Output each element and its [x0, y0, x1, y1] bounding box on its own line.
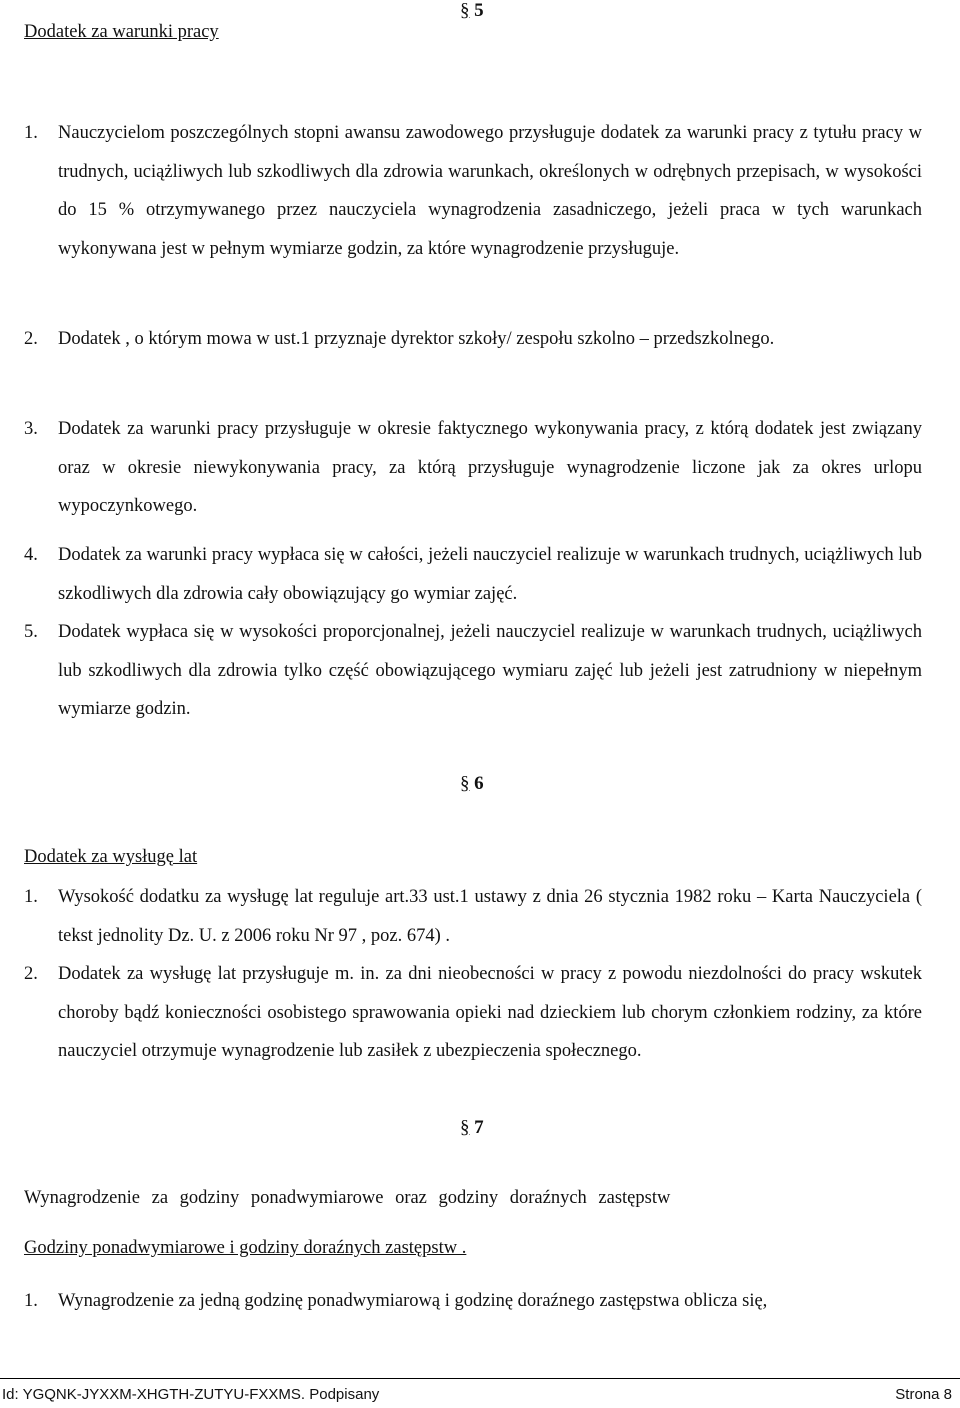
footer-document-id: Id: YGQNK-JYXXM-XHGTH-ZUTYU-FXXMS. Podpisany: [2, 1386, 380, 1403]
section-7-number: [460, 1117, 484, 1139]
section-symbol: §: [460, 1117, 470, 1138]
section-number: 5: [474, 0, 484, 21]
section-number: 6: [474, 773, 484, 794]
item-text: Wysokość dodatku za wysługę lat reguluje art.33 ust.1 ustawy z dnia 26 stycznia 1982 roku – Karta Nauczyciela ( tekst jednolity Dz. U. z 2006 roku Nr 97 , poz. 674) .: [58, 887, 922, 946]
section-number: 7: [474, 1117, 484, 1138]
item-text: Dodatek za warunki pracy przysługuje w okresie faktycznego wykonywania pracy, z którą dodatek jest związany oraz w okresie niewykonywania pracy, za którą przysługuje wynagrodzenie liczone jak za okres urlopu wypoczynkowego.: [58, 419, 922, 517]
item-number: 5.: [24, 622, 38, 642]
section-symbol: §: [460, 773, 470, 794]
item-text: Wynagrodzenie za jedną godzinę ponadwymiarową i godzinę doraźnego zastępstwa oblicza się,: [58, 1291, 768, 1311]
footer-page-number: Strona 8: [895, 1386, 952, 1403]
item-number: 3.: [24, 419, 38, 439]
item-number: 2.: [24, 329, 38, 349]
item-number: 1.: [24, 1291, 38, 1311]
item-number: 1.: [24, 123, 38, 143]
section-5-number: [460, 0, 484, 22]
item-number: 2.: [24, 964, 38, 984]
item-text: Dodatek za wysługę lat przysługuje m. in. za dni nieobecności w pracy z powodu niezdolności do pracy wskutek choroby bądź konieczności osobistego sprawowania opieki nad dzieckiem lub chorym członkiem rodziny, za które nauczyciel otrzymuje wynagrodzenie lub zasiłek z ubezpieczenia społecznego.: [58, 964, 922, 1062]
item-text: Nauczycielom poszczególnych stopni awansu zawodowego przysługuje dodatek za warunki pracy z tytułu pracy w trudnych, uciążliwych lub szkodliwych dla zdrowia warunkach, określonych w odrębnych przepisach, w wysokości do 15 % otrzymywanego przez nauczyciela wynagrodzenia zasadniczego, jeżeli praca w tych warunkach wykonywana jest w pełnym wymiarze godzin, za które wynagrodzenie przysługuje.: [58, 123, 922, 259]
item-text: Dodatek za warunki pracy wypłaca się w całości, jeżeli nauczyciel realizuje w warunkach trudnych, uciążliwych lub szkodliwych dla zdrowia cały obowiązujący go wymiar zajęć.: [58, 545, 922, 604]
item-number: 4.: [24, 545, 38, 565]
section-7-title: Wynagrodzenie za godziny ponadwymiarowe oraz godziny doraźnych zastępstw: [24, 1188, 671, 1208]
item-text: Dodatek , o którym mowa w ust.1 przyznaje dyrektor szkoły/ zespołu szkolno – przedszkolnego.: [58, 329, 775, 349]
section-7-heading: Godziny ponadwymiarowe i godziny doraźnych zastępstw .: [24, 1238, 467, 1258]
footer-divider: [0, 1378, 960, 1379]
section-6-number: [460, 773, 484, 795]
section-6-heading: Dodatek za wysługę lat: [24, 847, 198, 867]
section-5-heading: Dodatek za warunki pracy: [24, 22, 219, 42]
item-text: Dodatek wypłaca się w wysokości proporcjonalnej, jeżeli nauczyciel realizuje w warunkach trudnych, uciążliwych lub szkodliwych dla zdrowia tylko część obowiązującego wymiaru zajęć lub jeżeli jest zatrudniony w niepełnym wymiarze godzin.: [58, 622, 922, 720]
item-number: 1.: [24, 887, 38, 907]
section-symbol: §: [460, 0, 470, 21]
